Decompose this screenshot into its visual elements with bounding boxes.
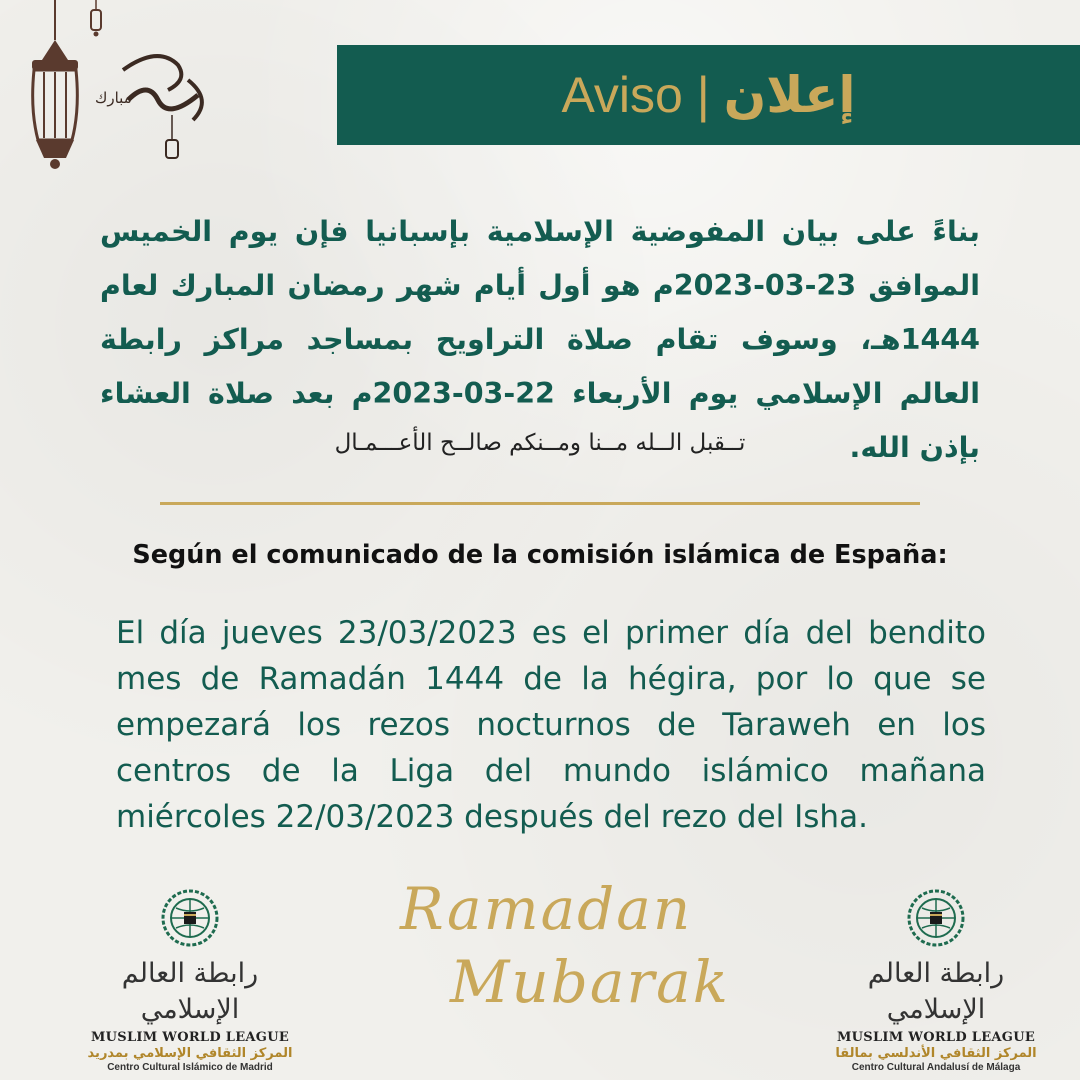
header-title-ar: إعلان bbox=[723, 66, 856, 124]
header-separator: | bbox=[682, 67, 724, 123]
lantern-icon bbox=[22, 0, 92, 180]
mwl-madrid-logo bbox=[80, 888, 300, 1073]
ramadan-script-line1: Ramadan bbox=[400, 875, 693, 943]
mwl-emblem-icon bbox=[160, 888, 220, 948]
ramadan-mubarak-script bbox=[380, 870, 730, 1030]
lantern-decoration bbox=[22, 0, 92, 184]
mubarak-small-text: مبارك bbox=[95, 89, 132, 107]
center-spanish-name: Centro Cultural Islámico de Madrid bbox=[107, 1062, 273, 1073]
mwl-arabic-name: رابطة العالم الإسلامي bbox=[121, 958, 259, 1025]
center-spanish-name: Centro Cultural Andalusí de Málaga bbox=[851, 1062, 1021, 1073]
ramadan-script-line2: Mubarak bbox=[450, 948, 730, 1016]
arabic-announcement: بناءً على بيان المفوضية الإسلامية بإسبانيا فإن يوم الخميس الموافق 23-03-2023م هو أول أيام شهر رمضان المبارك لعام 1444هـ، وسوف تقام صلاة التراويح بمساجد مراكز رابطة العالم الإسلامي يوم الأربعاء 22-03-2023م بعد صلاة العشاء بإذن الله. bbox=[100, 215, 980, 464]
mwl-english-name: MUSLIM WORLD LEAGUE bbox=[90, 1030, 290, 1045]
gold-divider bbox=[160, 502, 920, 505]
header-bar bbox=[337, 45, 1080, 145]
mwl-emblem-icon bbox=[906, 888, 966, 948]
center-arabic-name: المركز الثقافي الإسلامي بمدريد bbox=[87, 1046, 293, 1061]
spanish-heading: Según el comunicado de la comisión islámica de España: bbox=[132, 540, 948, 570]
mwl-english-name: MUSLIM WORLD LEAGUE bbox=[836, 1030, 1036, 1045]
center-arabic-name: المركز الثقافي الأندلسي بمالقا bbox=[835, 1046, 1037, 1061]
header-title-es: Aviso bbox=[561, 67, 683, 123]
header-title bbox=[561, 66, 855, 124]
spanish-announcement: El día jueves 23/03/2023 es el primer día del bendito mes de Ramadán 1444 de la hégira, por lo que se empezará los rezos nocturnos de Taraweh en los centros de la Liga del mundo islámico mañana miércoles 22/03/2023 después del rezo del Isha. bbox=[116, 615, 986, 835]
mwl-arabic-name: رابطة العالم الإسلامي bbox=[867, 958, 1005, 1025]
small-lantern-icon bbox=[88, 0, 104, 40]
mwl-malaga-logo bbox=[826, 888, 1046, 1073]
arabic-greeting: تــقبل الــله مــنا ومــنكم صالــح الأعـــمـال bbox=[334, 430, 746, 456]
small-lantern-decoration bbox=[88, 0, 104, 44]
